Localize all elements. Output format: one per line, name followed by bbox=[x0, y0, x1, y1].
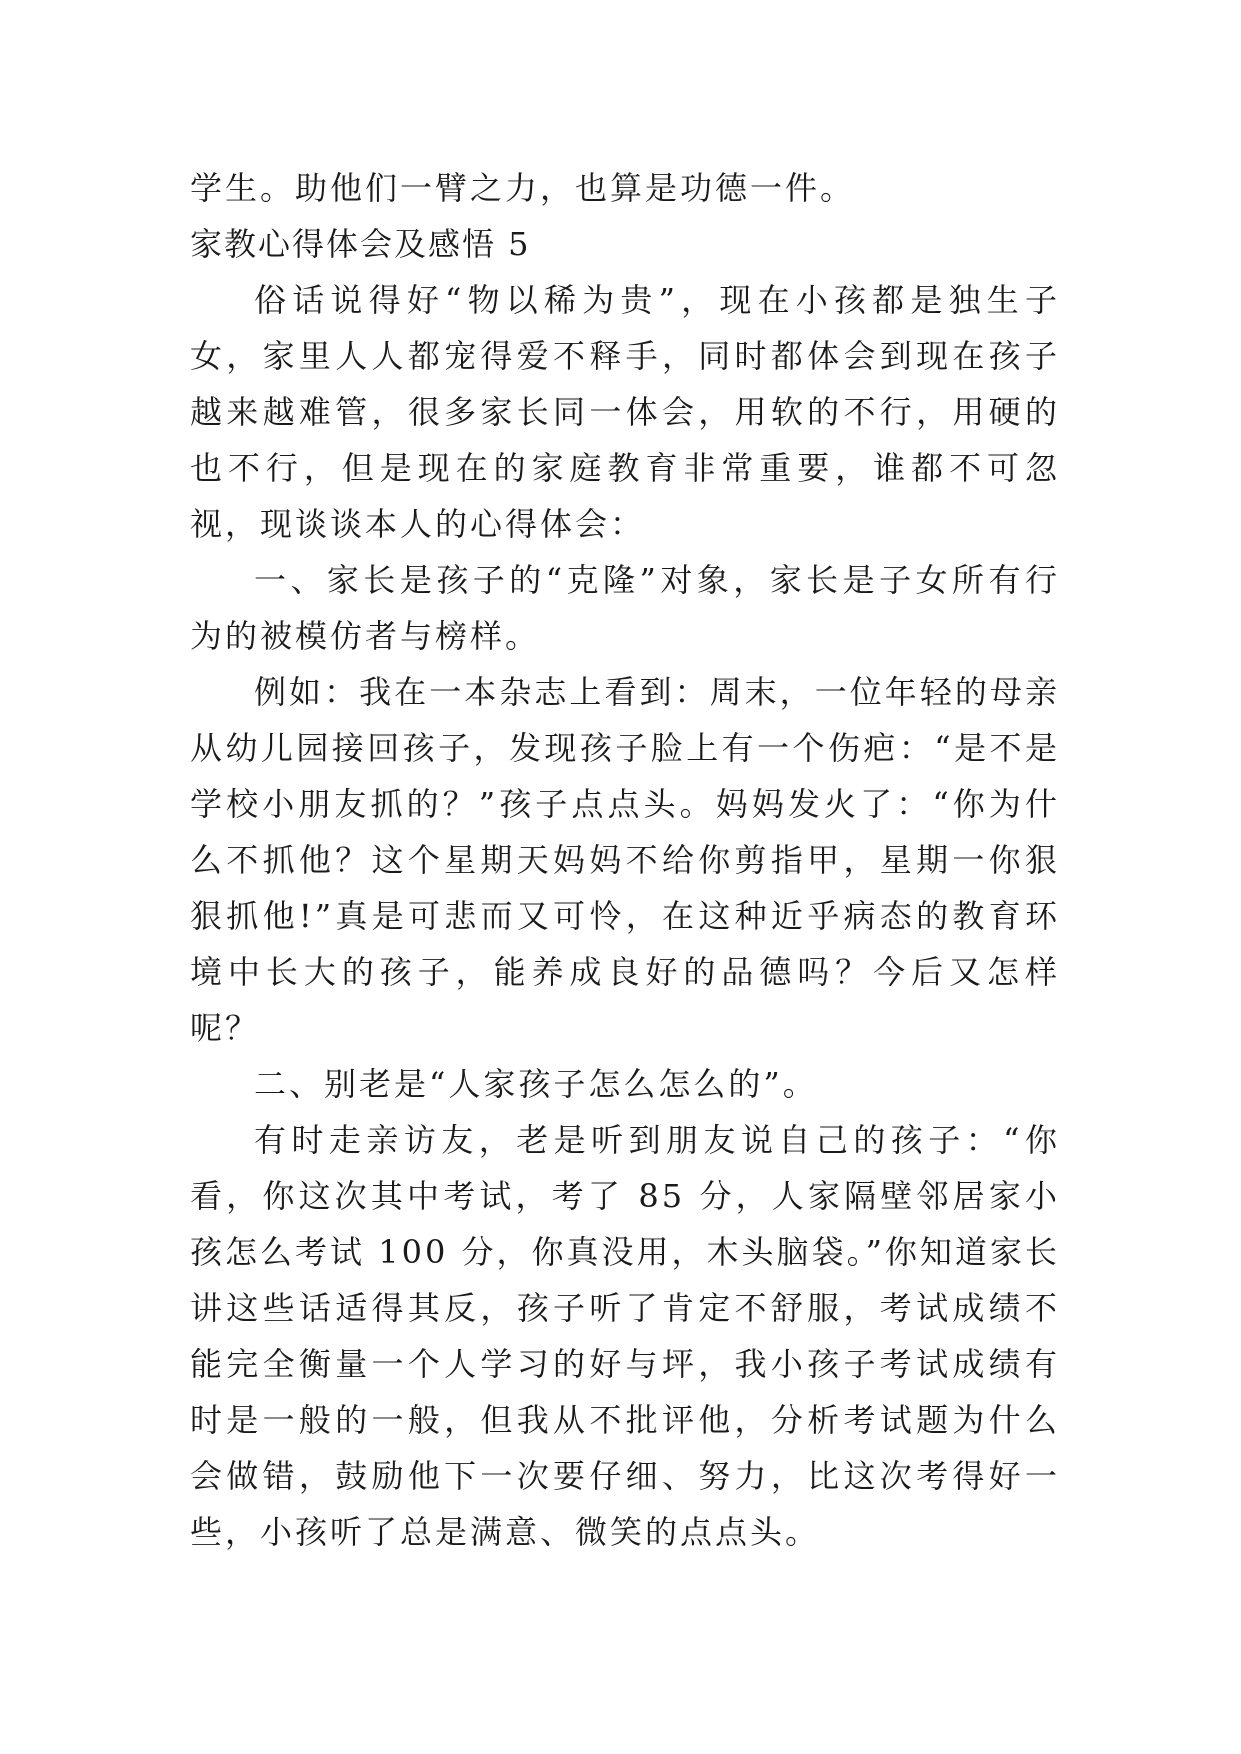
paragraph-point-two: 二、别老是“人家孩子怎么怎么的”。 bbox=[254, 1065, 818, 1103]
document-body bbox=[190, 160, 1060, 1560]
paragraph-intro: 俗话说得好“物以稀为贵”，现在小孩都是独生子女，家里人人都宠得爱不释手，同时都体会到现在孩子越来越难管，很多家长同一体会，用软的不行，用硬的也不行，但是现在的家庭教育非常重要，谁都不可忽视，现谈谈本人的心得体会： bbox=[190, 281, 1060, 543]
lead-fragment: 学生。助他们一臂之力，也算是功德一件。 bbox=[190, 169, 856, 207]
paragraph-point-one: 一、家长是孩子的“克隆”对象，家长是子女所有行为的被模仿者与榜样。 bbox=[190, 561, 1060, 655]
paragraph-example: 例如：我在一本杂志上看到：周末，一位年轻的母亲从幼儿园接回孩子，发现孩子脸上有一个伤疤：“是不是学校小朋友抓的？”孩子点点头。妈妈发火了：“你为什么不抓他？这个星期天妈妈不给你剪指甲，星期一你狠狠抓他!”真是可悲而又可怜，在这种近乎病态的教育环境中长大的孩子，能养成良好的品德吗？今后又怎样呢？ bbox=[190, 673, 1060, 1047]
section-title: 家教心得体会及感悟 5 bbox=[190, 225, 531, 263]
paragraph-exam-story: 有时走亲访友，老是听到朋友说自己的孩子：“你看，你这次其中考试，考了 85 分，人家隔壁邻居家小孩怎么考试 100 分，你真没用，木头脑袋。”你知道家长讲这些话适得其反，孩子听了肯定不舒服，考试成绩不能完全衡量一个人学习的好与坪，我小孩子考试成绩有时是一般的一般，但我从不批评他，分析考试题为什么会做错，鼓励他下一次要仔细、努力，比这次考得好一些，小孩听了总是满意、微笑的点点头。 bbox=[190, 1121, 1060, 1551]
